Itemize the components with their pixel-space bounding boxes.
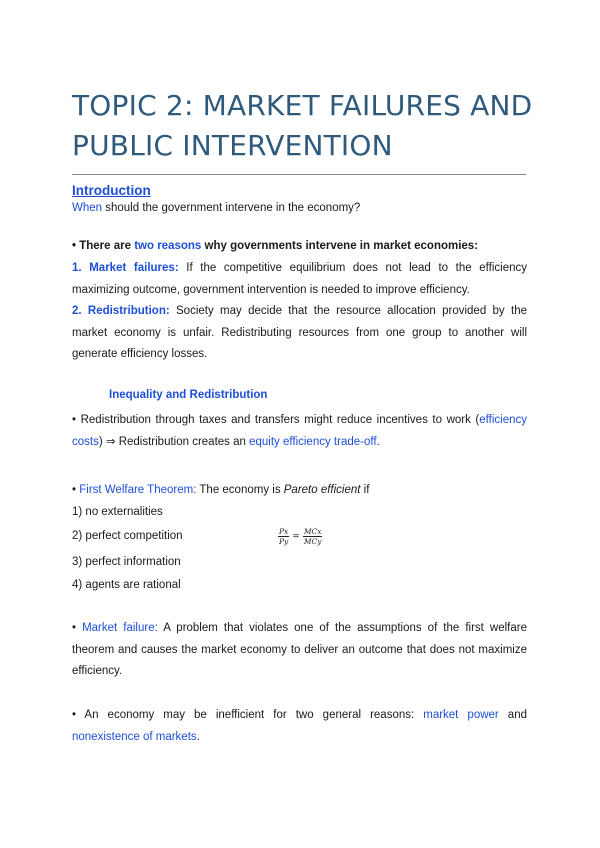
intro-question: When should the government intervene in the economy?	[72, 202, 361, 214]
market-failure-term: Market failure:	[82, 622, 158, 634]
inefficiency-reasons: • An economy may be inefficient for two general reasons: market power and nonexistence of markets.	[72, 709, 527, 743]
market-power-term: market power	[423, 709, 499, 721]
when-term: When	[72, 202, 103, 214]
efficiency-condition-formula: $\frac{Px}{Py}$ = $\frac{\text{MCx}}{\text{MCy}}$	[278, 527, 322, 546]
introduction-heading: Introduction	[72, 183, 151, 198]
two-reasons-term: two reasons	[134, 240, 202, 252]
welfare-theorem-lead: • First Welfare Theorem: The economy is Pareto efficient if	[72, 484, 370, 496]
reasons-lead: • There are two reasons why governments intervene in market economies:	[72, 240, 479, 252]
page-title: TOPIC 2: MARKET FAILURES AND PUBLIC INTERVENTION	[72, 89, 533, 162]
reason-market-failures: 1. Market failures: If the competitive equilibrium does not lead to the efficiency maximizing outcome, government intervention is needed to improve efficiency.	[72, 262, 527, 296]
nonexistence-of-markets-term: nonexistence of markets	[72, 730, 197, 743]
inequality-heading: Inequality and Redistribution	[109, 389, 268, 401]
redistribution-paragraph: • Redistribution through taxes and transfers might reduce incentives to work (efficiency costs) ⇒ Redistribution creates an equity efficiency trade-off.	[72, 414, 527, 448]
condition-item: 4) agents are rational	[72, 579, 181, 591]
condition-item: 1) no externalities	[72, 506, 163, 518]
efficiency-costs-term: efficiency costs	[72, 414, 527, 448]
condition-item: 3) perfect information	[72, 556, 181, 568]
title-divider	[72, 174, 526, 175]
condition-item: 2) perfect competition	[72, 530, 183, 542]
reason-redistribution: 2. Redistribution: Society may decide that the resource allocation provided by the market economy is unfair. Redistributing resources from one group to another will generate efficiency losses.	[72, 305, 527, 360]
first-welfare-theorem-term: First Welfare Theorem:	[79, 484, 197, 496]
equity-efficiency-term: equity efficiency trade-off	[249, 435, 377, 448]
market-failure-definition: • Market failure: A problem that violates one of the assumptions of the first welfare theorem and causes the market economy to deliver an outcome that does not maximize efficiency.	[72, 622, 527, 677]
